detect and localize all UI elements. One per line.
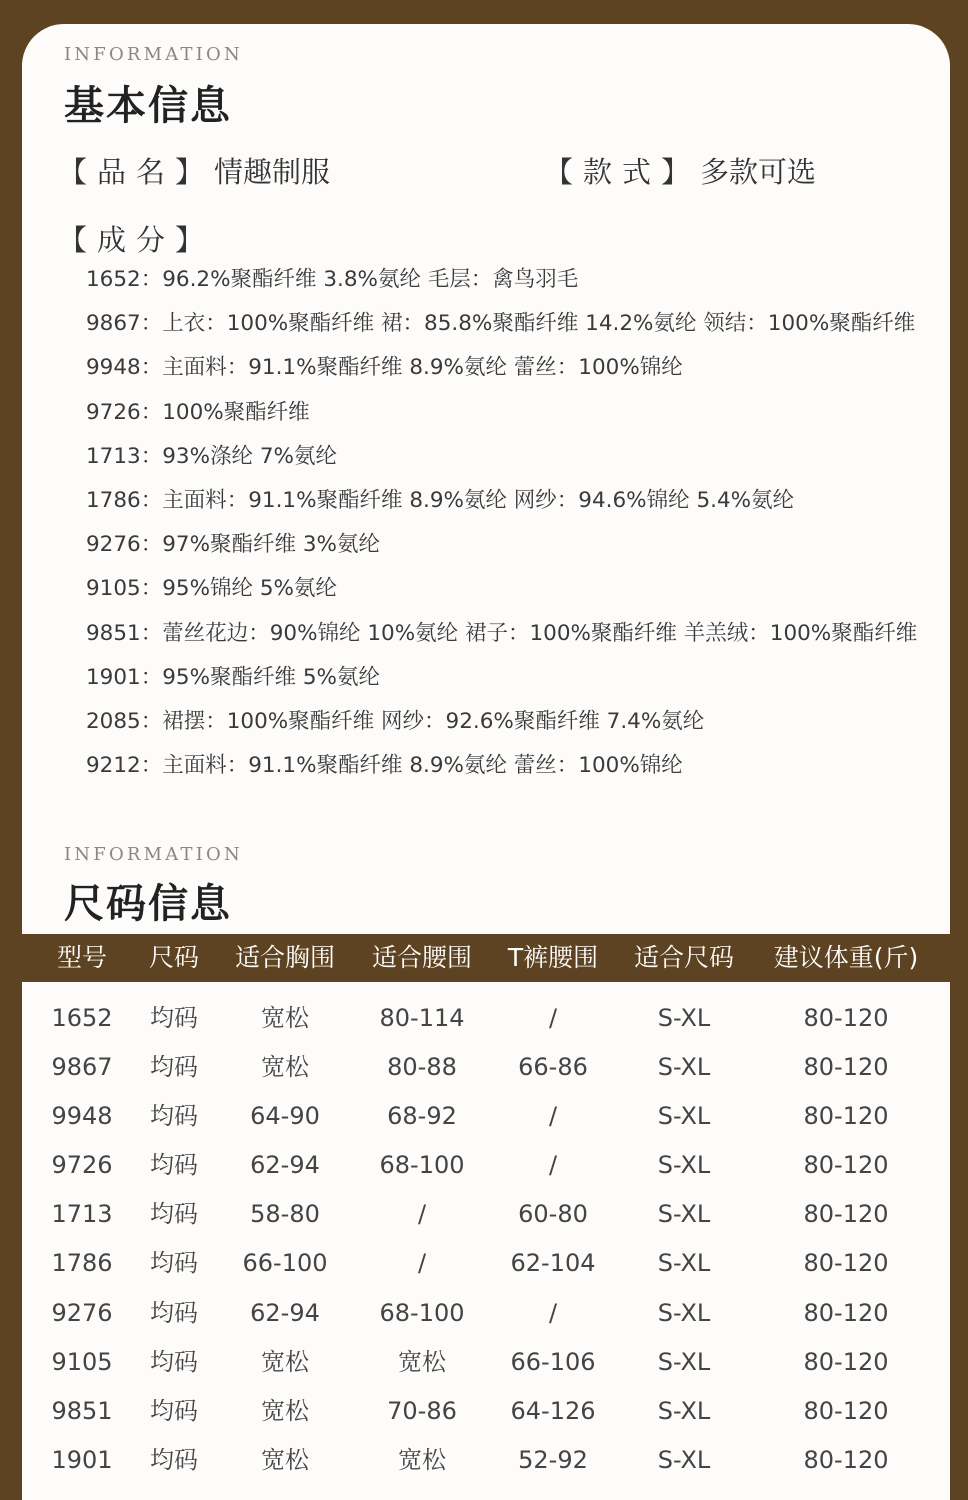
header-weight: 建议体重(斤) — [773, 943, 919, 972]
composition-item: 2085：裙摆：100%聚酯纤维 网纱：92.6%聚酯纤维 7.4%氨纶 — [86, 708, 705, 734]
cell-fit-size: S-XL — [657, 1396, 711, 1425]
cell-model: 9851 — [51, 1396, 113, 1425]
cell-brief-waist: 66-86 — [518, 1053, 588, 1082]
cell-size: 均码 — [150, 1151, 198, 1180]
style-field — [544, 150, 816, 191]
composition-title: 【成分】 — [58, 223, 215, 257]
cell-fit-size: S-XL — [657, 1151, 711, 1180]
cell-brief-waist: 52-92 — [518, 1445, 588, 1474]
cell-fit-size: S-XL — [657, 1200, 711, 1229]
cell-waist: 68-92 — [387, 1102, 457, 1131]
table-row — [0, 1141, 968, 1190]
cell-bust: 宽松 — [261, 1053, 309, 1082]
header-model: 型号 — [56, 943, 108, 972]
composition-item: 9212：主面料：91.1%聚酯纤维 8.9%氨纶 蕾丝：100%锦纶 — [86, 753, 683, 779]
composition-item: 9948：主面料：91.1%聚酯纤维 8.9%氨纶 蕾丝：100%锦纶 — [86, 355, 683, 381]
composition-item: 9276：97%聚酯纤维 3%氨纶 — [86, 532, 380, 558]
cell-waist: 80-88 — [387, 1053, 457, 1082]
cell-model: 9105 — [51, 1347, 113, 1376]
cell-bust: 宽松 — [261, 1445, 309, 1474]
cell-model: 9276 — [51, 1298, 113, 1327]
table-row — [0, 1436, 968, 1485]
cell-model: 9867 — [51, 1053, 113, 1082]
cell-bust: 66-100 — [242, 1249, 328, 1278]
cell-brief-waist: / — [548, 1151, 558, 1180]
cell-weight: 80-120 — [803, 1200, 889, 1229]
style-value: 多款可选 — [700, 155, 817, 189]
cell-fit-size: S-XL — [657, 1445, 711, 1474]
cell-waist: 68-100 — [379, 1298, 465, 1327]
table-row — [0, 1289, 968, 1338]
product-name-value: 情趣制服 — [214, 155, 331, 189]
cell-fit-size: S-XL — [657, 1249, 711, 1278]
size-table-body — [0, 994, 968, 1485]
cell-fit-size: S-XL — [657, 1347, 711, 1376]
cell-waist: / — [417, 1249, 427, 1278]
composition-item: 9105：95%锦纶 5%氨纶 — [86, 576, 337, 602]
cell-waist: / — [417, 1200, 427, 1229]
cell-size: 均码 — [150, 1102, 198, 1131]
cell-bust: 宽松 — [261, 1004, 309, 1032]
product-name-field — [58, 150, 330, 191]
product-name-label: 【品名】 — [58, 155, 215, 189]
cell-model: 1786 — [51, 1249, 113, 1278]
composition-item: 1786：主面料：91.1%聚酯纤维 8.9%氨纶 网纱：94.6%锦纶 5.4%氨纶 — [86, 487, 795, 513]
header-brief-waist: T裤腰围 — [507, 943, 599, 972]
cell-size: 均码 — [150, 1396, 198, 1425]
cell-size: 均码 — [150, 1347, 198, 1376]
cell-waist: 宽松 — [398, 1445, 446, 1474]
cell-waist: 70-86 — [387, 1396, 457, 1425]
size-info-eyebrow: INFORMATION — [64, 844, 243, 865]
cell-waist: 68-100 — [379, 1151, 465, 1180]
table-row — [0, 994, 968, 1043]
table-row — [0, 1092, 968, 1141]
size-info-title: 尺码信息 — [64, 880, 232, 927]
cell-brief-waist: 66-106 — [510, 1347, 596, 1376]
cell-brief-waist: / — [548, 1004, 558, 1032]
cell-size: 均码 — [150, 1249, 198, 1278]
composition-item: 9851：蕾丝花边：90%锦纶 10%氨纶 裙子：100%聚酯纤维 羊羔绒：100%聚酯纤维 — [86, 620, 918, 646]
cell-fit-size: S-XL — [657, 1298, 711, 1327]
basic-info-title: 基本信息 — [64, 82, 232, 129]
cell-fit-size: S-XL — [657, 1102, 711, 1131]
cell-size: 均码 — [150, 1004, 198, 1032]
cell-model: 1713 — [51, 1200, 113, 1229]
table-row — [0, 1043, 968, 1092]
composition-item: 1901：95%聚酯纤维 5%氨纶 — [86, 664, 380, 690]
cell-model: 1901 — [51, 1445, 113, 1474]
table-row — [0, 1338, 968, 1387]
cell-weight: 80-120 — [803, 1396, 889, 1425]
cell-size: 均码 — [150, 1053, 198, 1082]
size-table-header — [0, 934, 968, 982]
style-label: 【款式】 — [544, 155, 701, 189]
header-size: 尺码 — [148, 943, 200, 972]
composition-item: 1652：96.2%聚酯纤维 3.8%氨纶 毛层：禽鸟羽毛 — [86, 267, 579, 292]
table-row — [0, 1387, 968, 1436]
cell-brief-waist: 64-126 — [510, 1396, 596, 1425]
cell-fit-size: S-XL — [657, 1053, 711, 1082]
cell-weight: 80-120 — [803, 1004, 889, 1032]
cell-bust: 宽松 — [261, 1396, 309, 1425]
header-fit-size: 适合尺码 — [633, 943, 735, 972]
cell-waist: 宽松 — [398, 1347, 446, 1376]
header-waist: 适合腰围 — [371, 943, 473, 972]
cell-bust: 64-90 — [250, 1102, 320, 1131]
cell-model: 9726 — [51, 1151, 113, 1180]
composition-item: 9867：上衣：100%聚酯纤维 裙：85.8%聚酯纤维 14.2%氨纶 领结：100%聚酯纤维 — [86, 311, 916, 337]
cell-bust: 62-94 — [250, 1151, 320, 1180]
cell-bust: 62-94 — [250, 1298, 320, 1327]
composition-item: 9726：100%聚酯纤维 — [86, 399, 310, 425]
table-row — [0, 1190, 968, 1239]
cell-model: 1652 — [51, 1004, 113, 1032]
cell-weight: 80-120 — [803, 1347, 889, 1376]
table-row — [0, 1239, 968, 1288]
cell-weight: 80-120 — [803, 1249, 889, 1278]
cell-weight: 80-120 — [803, 1151, 889, 1180]
cell-waist: 80-114 — [379, 1004, 465, 1032]
composition-item: 1713：93%涤纶 7%氨纶 — [86, 443, 337, 469]
cell-bust: 宽松 — [261, 1347, 309, 1376]
cell-brief-waist: 60-80 — [518, 1200, 588, 1229]
cell-size: 均码 — [150, 1200, 198, 1229]
header-bust: 适合胸围 — [234, 943, 336, 972]
composition-list — [86, 262, 917, 792]
cell-brief-waist: / — [548, 1102, 558, 1131]
cell-size: 均码 — [150, 1445, 198, 1474]
cell-bust: 58-80 — [250, 1200, 320, 1229]
cell-weight: 80-120 — [803, 1102, 889, 1131]
cell-brief-waist: / — [548, 1298, 558, 1327]
cell-brief-waist: 62-104 — [510, 1249, 596, 1278]
cell-size: 均码 — [150, 1298, 198, 1327]
cell-weight: 80-120 — [803, 1445, 889, 1474]
basic-info-eyebrow: INFORMATION — [64, 44, 243, 65]
cell-fit-size: S-XL — [657, 1004, 711, 1032]
cell-model: 9948 — [51, 1102, 113, 1131]
cell-weight: 80-120 — [803, 1298, 889, 1327]
cell-weight: 80-120 — [803, 1053, 889, 1082]
